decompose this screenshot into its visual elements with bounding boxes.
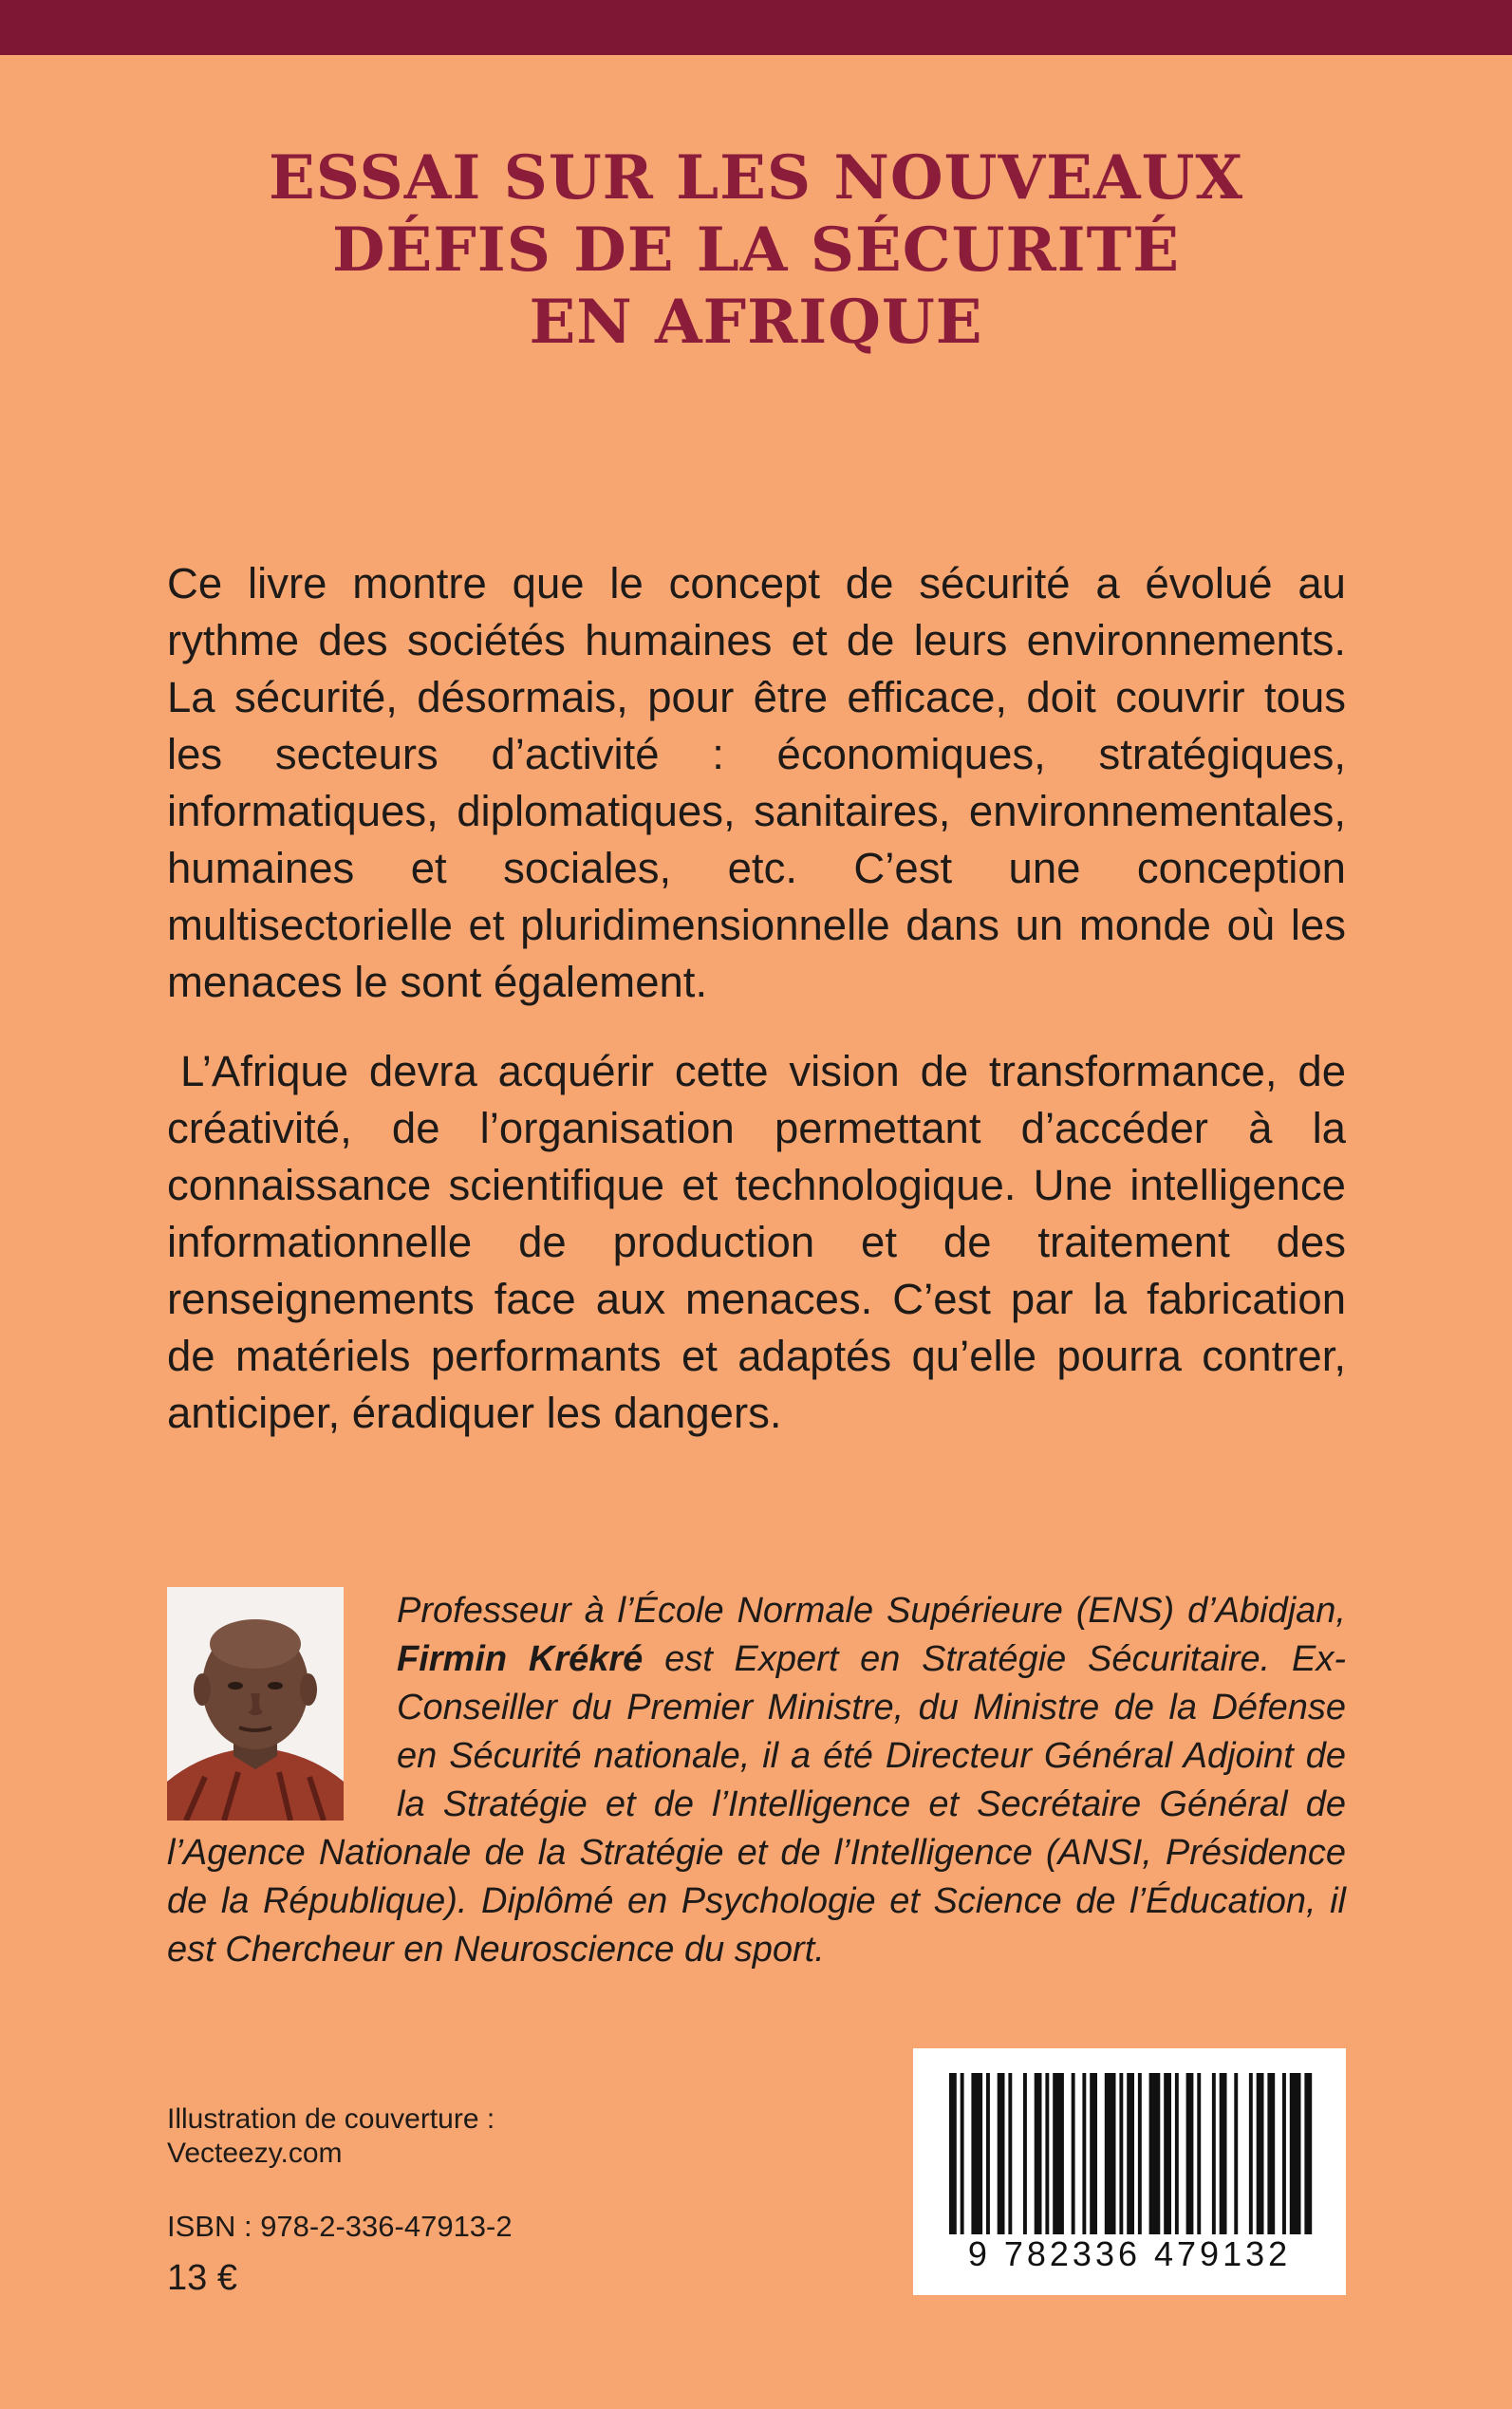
barcode-bar xyxy=(1090,2073,1097,2234)
barcode-bar xyxy=(1053,2073,1064,2234)
barcode-bar xyxy=(1082,2073,1086,2234)
barcode-bar xyxy=(949,2073,957,2234)
barcode-bar xyxy=(1234,2073,1238,2234)
title-line-2: DÉFIS DE LA SÉCURITÉ xyxy=(332,215,1180,286)
barcode-bar xyxy=(1257,2073,1264,2234)
barcode-bar xyxy=(971,2073,982,2234)
barcode-bar xyxy=(1105,2073,1116,2234)
barcode-bar xyxy=(1282,2073,1286,2234)
barcode-bar xyxy=(1127,2073,1134,2234)
barcode-bar xyxy=(961,2073,964,2234)
barcode xyxy=(913,2048,1346,2295)
author-bio xyxy=(167,1587,1346,1974)
barcode-bar xyxy=(1175,2073,1179,2234)
author-bio-intro: Professeur à l’École Normale Supérieure (ENS) d’Abidjan, xyxy=(397,1591,1346,1631)
barcode-bar xyxy=(1186,2073,1194,2234)
isbn: ISBN : 978-2-336-47913-2 xyxy=(167,2210,513,2243)
barcode-bar xyxy=(1035,2073,1042,2234)
barcode-bar xyxy=(1072,2073,1075,2234)
author-photo xyxy=(167,1587,344,1821)
credits-label: Illustration de couverture : xyxy=(167,2103,495,2135)
title-line-3: EN AFRIQUE xyxy=(529,287,983,358)
book-title xyxy=(114,142,1398,359)
barcode-bar xyxy=(986,2073,990,2234)
barcode-bar xyxy=(1304,2073,1312,2234)
cover-credits xyxy=(167,2102,495,2171)
barcode-bar xyxy=(1164,2073,1171,2234)
barcode-bar xyxy=(1138,2073,1142,2234)
synopsis-paragraph-1: Ce livre montre que le concept de sécurité a évolué au rythme des sociétés humaines et de leurs environnements. La sécurité, désormais, pour être efficace, doit couvrir tous les secteurs d’activité : économiques, stratégiques, informatiques, diplomatiques, sanitaires, environnementales, humaines et sociales, etc. C’est une conception multisectorielle et pluridimensionnelle dans un monde où les menaces le sont également. xyxy=(167,559,1346,1006)
credits-source: Vecteezy.com xyxy=(167,2138,343,2169)
barcode-bar xyxy=(1220,2073,1227,2234)
barcode-bar xyxy=(1045,2073,1049,2234)
barcode-bar xyxy=(1290,2073,1301,2234)
barcode-bar xyxy=(1149,2073,1161,2234)
barcode-bars xyxy=(913,2048,1346,2238)
barcode-bar xyxy=(1212,2073,1216,2234)
barcode-bar xyxy=(1267,2073,1275,2234)
barcode-bar xyxy=(1197,2073,1201,2234)
barcode-bar xyxy=(1023,2073,1027,2234)
title-line-1: ESSAI SUR LES NOUVEAUX xyxy=(268,142,1244,214)
top-color-band xyxy=(0,0,1512,55)
barcode-digits: 9 782336 479132 xyxy=(967,2234,1292,2273)
author-bio-text: est Expert en Stratégie Sécuritaire. Ex-Conseiller du Premier Ministre, du Ministre de la Défense en Sécurité nationale, il a été Directeur Général Adjoint de la Stratégie et de l’Intelligence et Secrétaire Général de l’Agence Nationale de la Stratégie et de l’Intelligence (ANSI, Présidence de la République). Diplômé en Psychologie et Science de l’Éducation, il est Chercheur en Neuroscience du sport. xyxy=(167,1639,1347,1970)
barcode-bar xyxy=(998,2073,1005,2234)
synopsis xyxy=(167,555,1346,1442)
author-name: Firmin Krékré xyxy=(397,1639,644,1679)
barcode-bar xyxy=(1249,2073,1253,2234)
barcode-bar xyxy=(1008,2073,1012,2234)
barcode-bar xyxy=(1119,2073,1123,2234)
price: 13 € xyxy=(167,2258,237,2298)
synopsis-paragraph-2: L’Afrique devra acquérir cette vision de transformance, de créativité, de l’organisation permettant d’accéder à la connaissance scientifique et technologique. Une intelligence informationnelle de production et de traitement des renseignements face aux menaces. C’est par la fabrication de matériels performants et adaptés qu’elle pourra contrer, anticiper, éradiquer les dangers. xyxy=(167,1047,1346,1437)
